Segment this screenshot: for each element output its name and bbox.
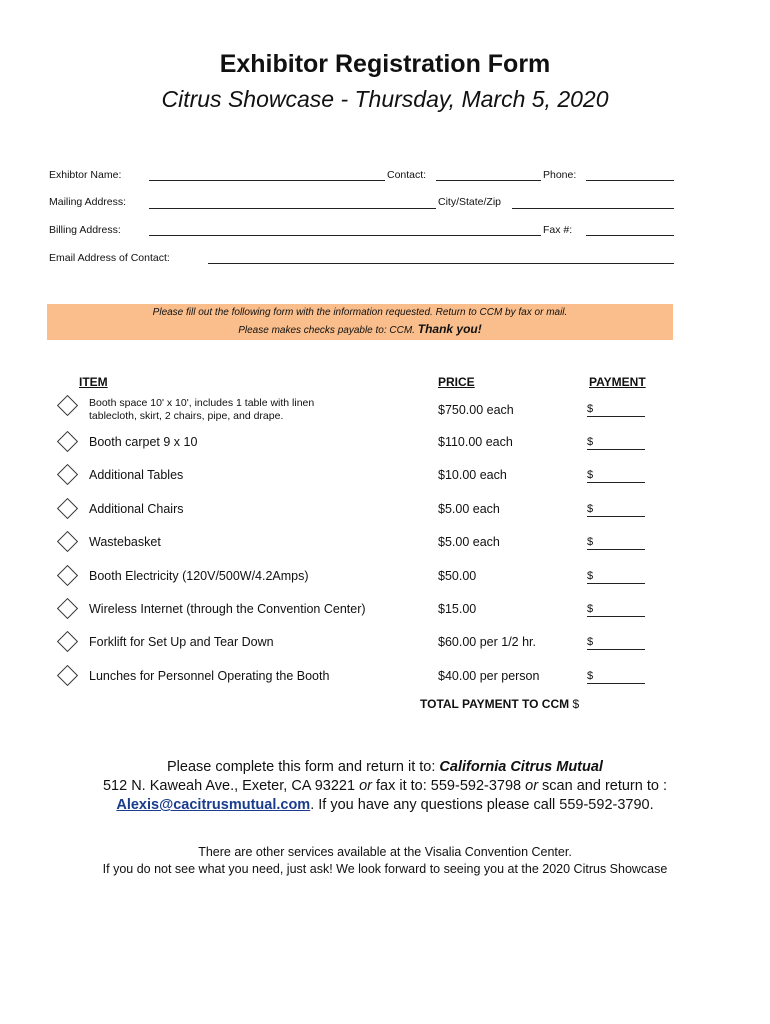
item-payment-field[interactable]: $ (587, 570, 645, 584)
item-payment-field[interactable]: $ (587, 603, 645, 617)
item-price: $40.00 per person (438, 669, 540, 683)
diamond-checkbox-icon[interactable] (57, 464, 78, 485)
billing-address-field[interactable] (149, 235, 541, 236)
total-payment (420, 697, 579, 711)
table-row (0, 534, 770, 554)
mailing-address-label: Mailing Address: (49, 196, 127, 208)
table-row (0, 434, 770, 454)
item-name: Booth Electricity (120V/500W/4.2Amps) (89, 569, 309, 583)
fax-field[interactable] (586, 235, 674, 236)
item-name: Booth space 10' x 10', includes 1 table with linen tablecloth, skirt, 2 chairs, pipe, and drape. (89, 397, 315, 422)
diamond-checkbox-icon[interactable] (57, 431, 78, 452)
item-price: $10.00 each (438, 468, 507, 482)
banner-line-2 (47, 322, 673, 336)
return-instructions-line-3 (0, 797, 770, 813)
total-payment-label: TOTAL PAYMENT TO CCM (420, 697, 570, 711)
footer-line-2: If you do not see what you need, just ask! We look forward to seeing you at the 2020 Citrus Showcase (102, 862, 668, 876)
item-name: Additional Tables (89, 468, 184, 482)
email-link[interactable]: Alexis@cacitrusmutual.com (116, 797, 311, 813)
diamond-checkbox-icon[interactable] (57, 598, 78, 619)
table-row (0, 501, 770, 521)
diamond-checkbox-icon[interactable] (57, 498, 78, 519)
mailing-address-field[interactable] (149, 208, 436, 209)
table-row (0, 634, 770, 654)
item-payment-field[interactable]: $ (587, 403, 645, 417)
item-name: Wireless Internet (through the Convention Center) (89, 602, 366, 616)
diamond-checkbox-icon[interactable] (57, 631, 78, 652)
price-column-header: PRICE (438, 375, 475, 389)
billing-address-label: Billing Address: (49, 224, 121, 236)
fax-text: fax it to: 559-592-3798 (371, 778, 526, 794)
table-row (0, 397, 770, 423)
total-payment-field[interactable]: $ (572, 697, 580, 711)
table-row (0, 601, 770, 621)
scan-text: scan and return to : (538, 778, 667, 794)
banner-thanks: Thank you! (417, 322, 482, 336)
item-name: Additional Chairs (89, 502, 184, 516)
item-price: $50.00 (438, 569, 477, 583)
address-text: 512 N. Kaweah Ave., Exeter, CA 93221 (102, 778, 360, 794)
email-contact-label: Email Address of Contact: (49, 252, 170, 264)
item-payment-field[interactable]: $ (587, 536, 645, 550)
phone-label: Phone: (543, 169, 577, 181)
item-payment-field[interactable]: $ (587, 469, 645, 483)
table-row (0, 668, 770, 688)
return-prefix: Please complete this form and return it to: (167, 759, 440, 775)
city-state-zip-field[interactable] (512, 208, 674, 209)
form-title: Exhibitor Registration Form (219, 50, 551, 78)
or-text: or (525, 778, 539, 794)
diamond-checkbox-icon[interactable] (57, 565, 78, 586)
banner-check-text: Please makes checks payable to: CCM. (238, 325, 415, 336)
exhibitor-name-label: Exhibtor Name: (49, 169, 122, 181)
item-payment-field[interactable]: $ (587, 436, 645, 450)
diamond-checkbox-icon[interactable] (57, 531, 78, 552)
item-price: $5.00 each (438, 535, 500, 549)
item-payment-field[interactable]: $ (587, 503, 645, 517)
diamond-checkbox-icon[interactable] (57, 395, 78, 416)
footer-line-1: There are other services available at the Visalia Convention Center. (198, 845, 572, 859)
return-instructions-line-1 (0, 759, 770, 775)
item-name: Forklift for Set Up and Tear Down (89, 635, 274, 649)
org-name: California Citrus Mutual (439, 759, 603, 775)
item-name: Wastebasket (89, 535, 161, 549)
item-name: Lunches for Personnel Operating the Booth (89, 669, 330, 683)
item-column-header: ITEM (79, 375, 108, 389)
table-row (0, 467, 770, 487)
contact-field[interactable] (436, 180, 541, 181)
fax-label: Fax #: (543, 224, 573, 236)
banner-line-1: Please fill out the following form with the information requested. Return to CCM by fax or mail. (152, 307, 568, 318)
item-name: Booth carpet 9 x 10 (89, 435, 198, 449)
city-state-zip-label: City/State/Zip (438, 196, 502, 208)
item-payment-field[interactable]: $ (587, 636, 645, 650)
phone-field[interactable] (586, 180, 674, 181)
exhibitor-name-field[interactable] (149, 180, 385, 181)
diamond-checkbox-icon[interactable] (57, 665, 78, 686)
contact-label: Contact: (387, 169, 427, 181)
item-payment-field[interactable]: $ (587, 670, 645, 684)
item-price: $60.00 per 1/2 hr. (438, 635, 536, 649)
phone-text: . If you have any questions please call 559-592-3790. (310, 797, 654, 813)
return-instructions-line-2 (0, 778, 770, 794)
item-price: $5.00 each (438, 502, 500, 516)
item-price: $110.00 each (438, 435, 513, 449)
or-text: or (359, 778, 372, 794)
payment-column-header: PAYMENT (589, 375, 646, 389)
email-contact-field[interactable] (208, 263, 674, 264)
instructions-banner (47, 304, 673, 340)
table-row (0, 568, 770, 588)
item-price: $750.00 each (438, 403, 514, 417)
item-price: $15.00 (438, 602, 477, 616)
form-subtitle: Citrus Showcase - Thursday, March 5, 2020 (161, 86, 609, 112)
